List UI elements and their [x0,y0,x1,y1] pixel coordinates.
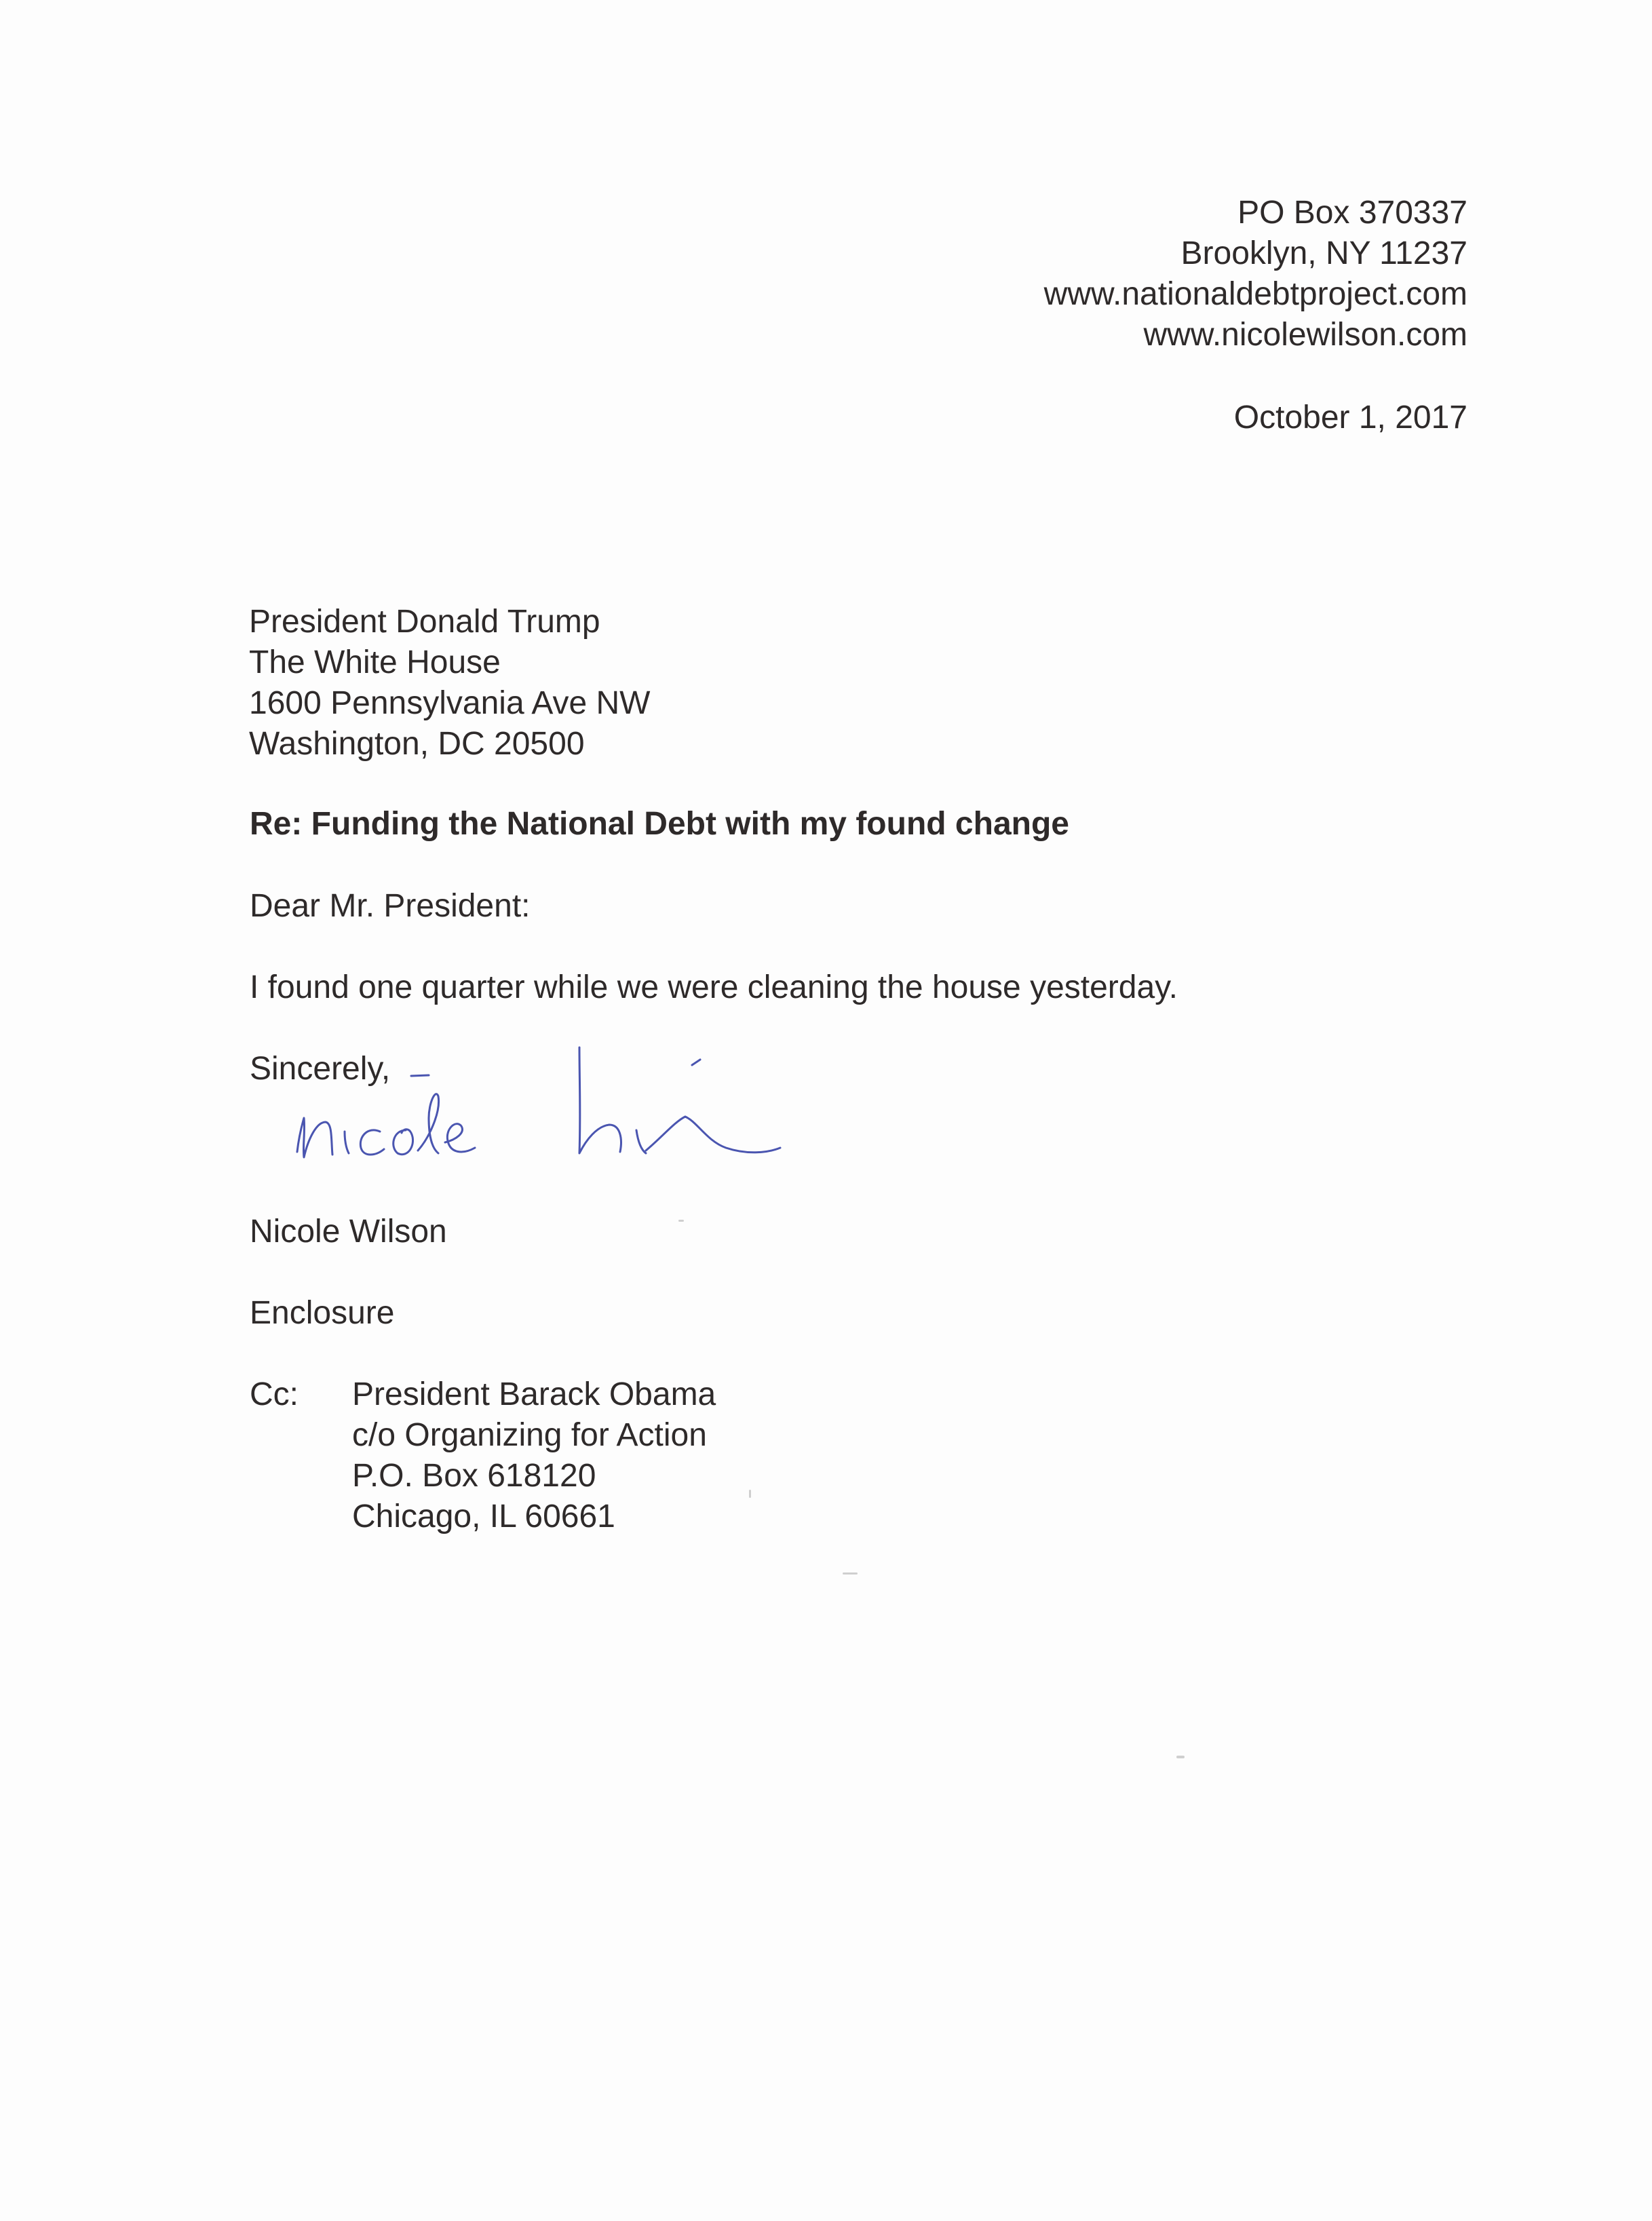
recipient-line: The White House [249,644,501,680]
recipient-line: President Donald Trump [249,604,600,640]
letter-body: I found one quarter while we were cleaning the house yesterday. [250,969,1178,1005]
sender-website-line: www.nicolewilson.com [1143,317,1467,353]
cc-line: Chicago, IL 60661 [352,1499,615,1534]
recipient-line: 1600 Pennsylvania Ave NW [249,685,651,721]
sender-website-line: www.nationaldebtproject.com [1043,276,1467,312]
sender-address-line: PO Box 370337 [1237,195,1467,231]
sender-address-line: Brooklyn, NY 11237 [1180,235,1467,271]
enclosure-note: Enclosure [250,1295,395,1331]
cc-label: Cc: [250,1376,299,1412]
recipient-line: Washington, DC 20500 [249,726,585,762]
scan-speck [843,1572,858,1575]
signer-name: Nicole Wilson [250,1214,447,1250]
cc-line: President Barack Obama [352,1376,716,1412]
cc-recipient-address [352,1374,716,1537]
scan-speck [749,1490,751,1498]
cc-line: c/o Organizing for Action [352,1417,707,1453]
sender-address [1044,193,1467,355]
subject-line: Re: Funding the National Debt with my found change [250,806,1069,842]
letter-date: October 1, 2017 [1233,400,1467,436]
recipient-address [249,602,650,765]
handwritten-signature [278,1038,794,1194]
scan-speck [1176,1756,1185,1758]
closing: Sincerely, [250,1051,391,1087]
scan-speck [678,1220,684,1222]
salutation: Dear Mr. President: [250,888,531,924]
cc-line: P.O. Box 618120 [352,1458,596,1494]
